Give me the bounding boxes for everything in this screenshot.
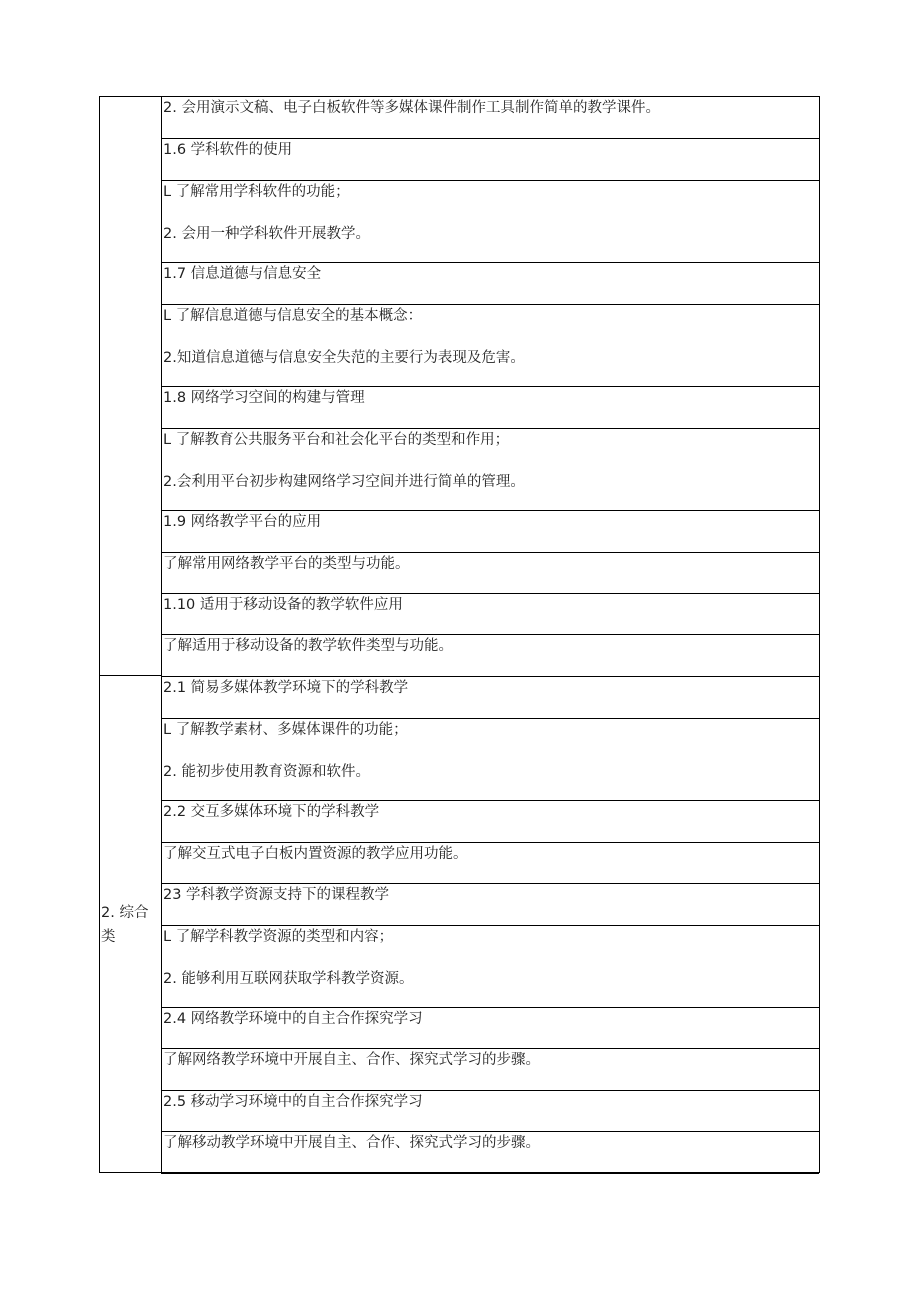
row-text: 2. 能够利用互联网获取学科教学资源。 (163, 971, 414, 987)
row-border (161, 1090, 819, 1091)
row-text: 了解交互式电子白板内置资源的教学应用功能。 (163, 846, 468, 862)
row-text: 1.8 网络学习空间的构建与管理 (163, 390, 365, 406)
row-border (161, 180, 819, 181)
row-text: 2.会利用平台初步构建网络学习空间并进行简单的管理。 (163, 474, 525, 490)
row-text: L 了解教学素材、多媒体课件的功能； (163, 722, 408, 738)
row-text: 2.5 移动学习环境中的自主合作探究学习 (163, 1094, 423, 1110)
category-label-line2: 类 (101, 929, 116, 945)
row-border (161, 1131, 819, 1132)
row-border (161, 262, 819, 263)
row-border (161, 510, 819, 511)
row-text: 2.4 网络教学环境中的自主合作探究学习 (163, 1011, 423, 1027)
row-text: L 了解常用学科软件的功能； (163, 184, 350, 200)
row-border (161, 1007, 819, 1008)
row-text: 1.7 信息道德与信息安全 (163, 266, 322, 282)
row-text: 2. 会用一种学科软件开展教学。 (163, 226, 370, 242)
row-border (161, 1173, 819, 1174)
row-border (161, 800, 819, 801)
row-text: 1.6 学科软件的使用 (163, 142, 293, 158)
row-border (161, 138, 819, 139)
category-divider (99, 675, 161, 676)
row-text: 1.9 网络教学平台的应用 (163, 514, 322, 530)
row-text: 2. 会用演示文稿、电子白板软件等多媒体课件制作工具制作简单的教学课件。 (163, 100, 660, 116)
row-text: L 了解教育公共服务平台和社会化平台的类型和作用； (163, 432, 510, 448)
row-text: 23 学科教学资源支持下的课程教学 (163, 887, 390, 903)
row-text: 2.1 简易多媒体教学环境下的学科教学 (163, 680, 409, 696)
table-top-border (99, 96, 820, 97)
row-text: 了解网络教学环境中开展自主、合作、探究式学习的步骤。 (163, 1052, 540, 1068)
row-border (161, 386, 819, 387)
row-text: L 了解学科教学资源的类型和内容； (163, 929, 394, 945)
row-border (161, 842, 819, 843)
table-left-border (99, 96, 100, 1173)
row-border (161, 552, 819, 553)
row-border (161, 925, 819, 926)
category-label-line1: 2. 综合 (101, 905, 149, 921)
row-text: 了解适用于移动设备的教学软件类型与功能。 (163, 638, 453, 654)
row-text: 了解常用网络教学平台的类型与功能。 (163, 556, 410, 572)
row-border (161, 1048, 819, 1049)
table-bottom-border (99, 1172, 820, 1173)
row-border (161, 593, 819, 594)
row-text: 了解移动教学环境中开展自主、合作、探究式学习的步骤。 (163, 1135, 540, 1151)
row-text: L 了解信息道德与信息安全的基本概念： (163, 308, 423, 324)
category-label (101, 901, 148, 949)
row-border (161, 883, 819, 884)
row-border (161, 304, 819, 305)
row-border (161, 634, 819, 635)
row-text: 2.知道信息道德与信息安全失范的主要行为表现及危害。 (163, 350, 525, 366)
row-text: 2. 能初步使用教育资源和软件。 (163, 764, 370, 780)
row-text: 2.2 交互多媒体环境下的学科教学 (163, 804, 380, 820)
row-border (161, 718, 819, 719)
row-border (161, 676, 819, 677)
table-right-border (819, 96, 820, 1173)
row-text: 1.10 适用于移动设备的教学软件应用 (163, 597, 403, 613)
row-border (161, 428, 819, 429)
